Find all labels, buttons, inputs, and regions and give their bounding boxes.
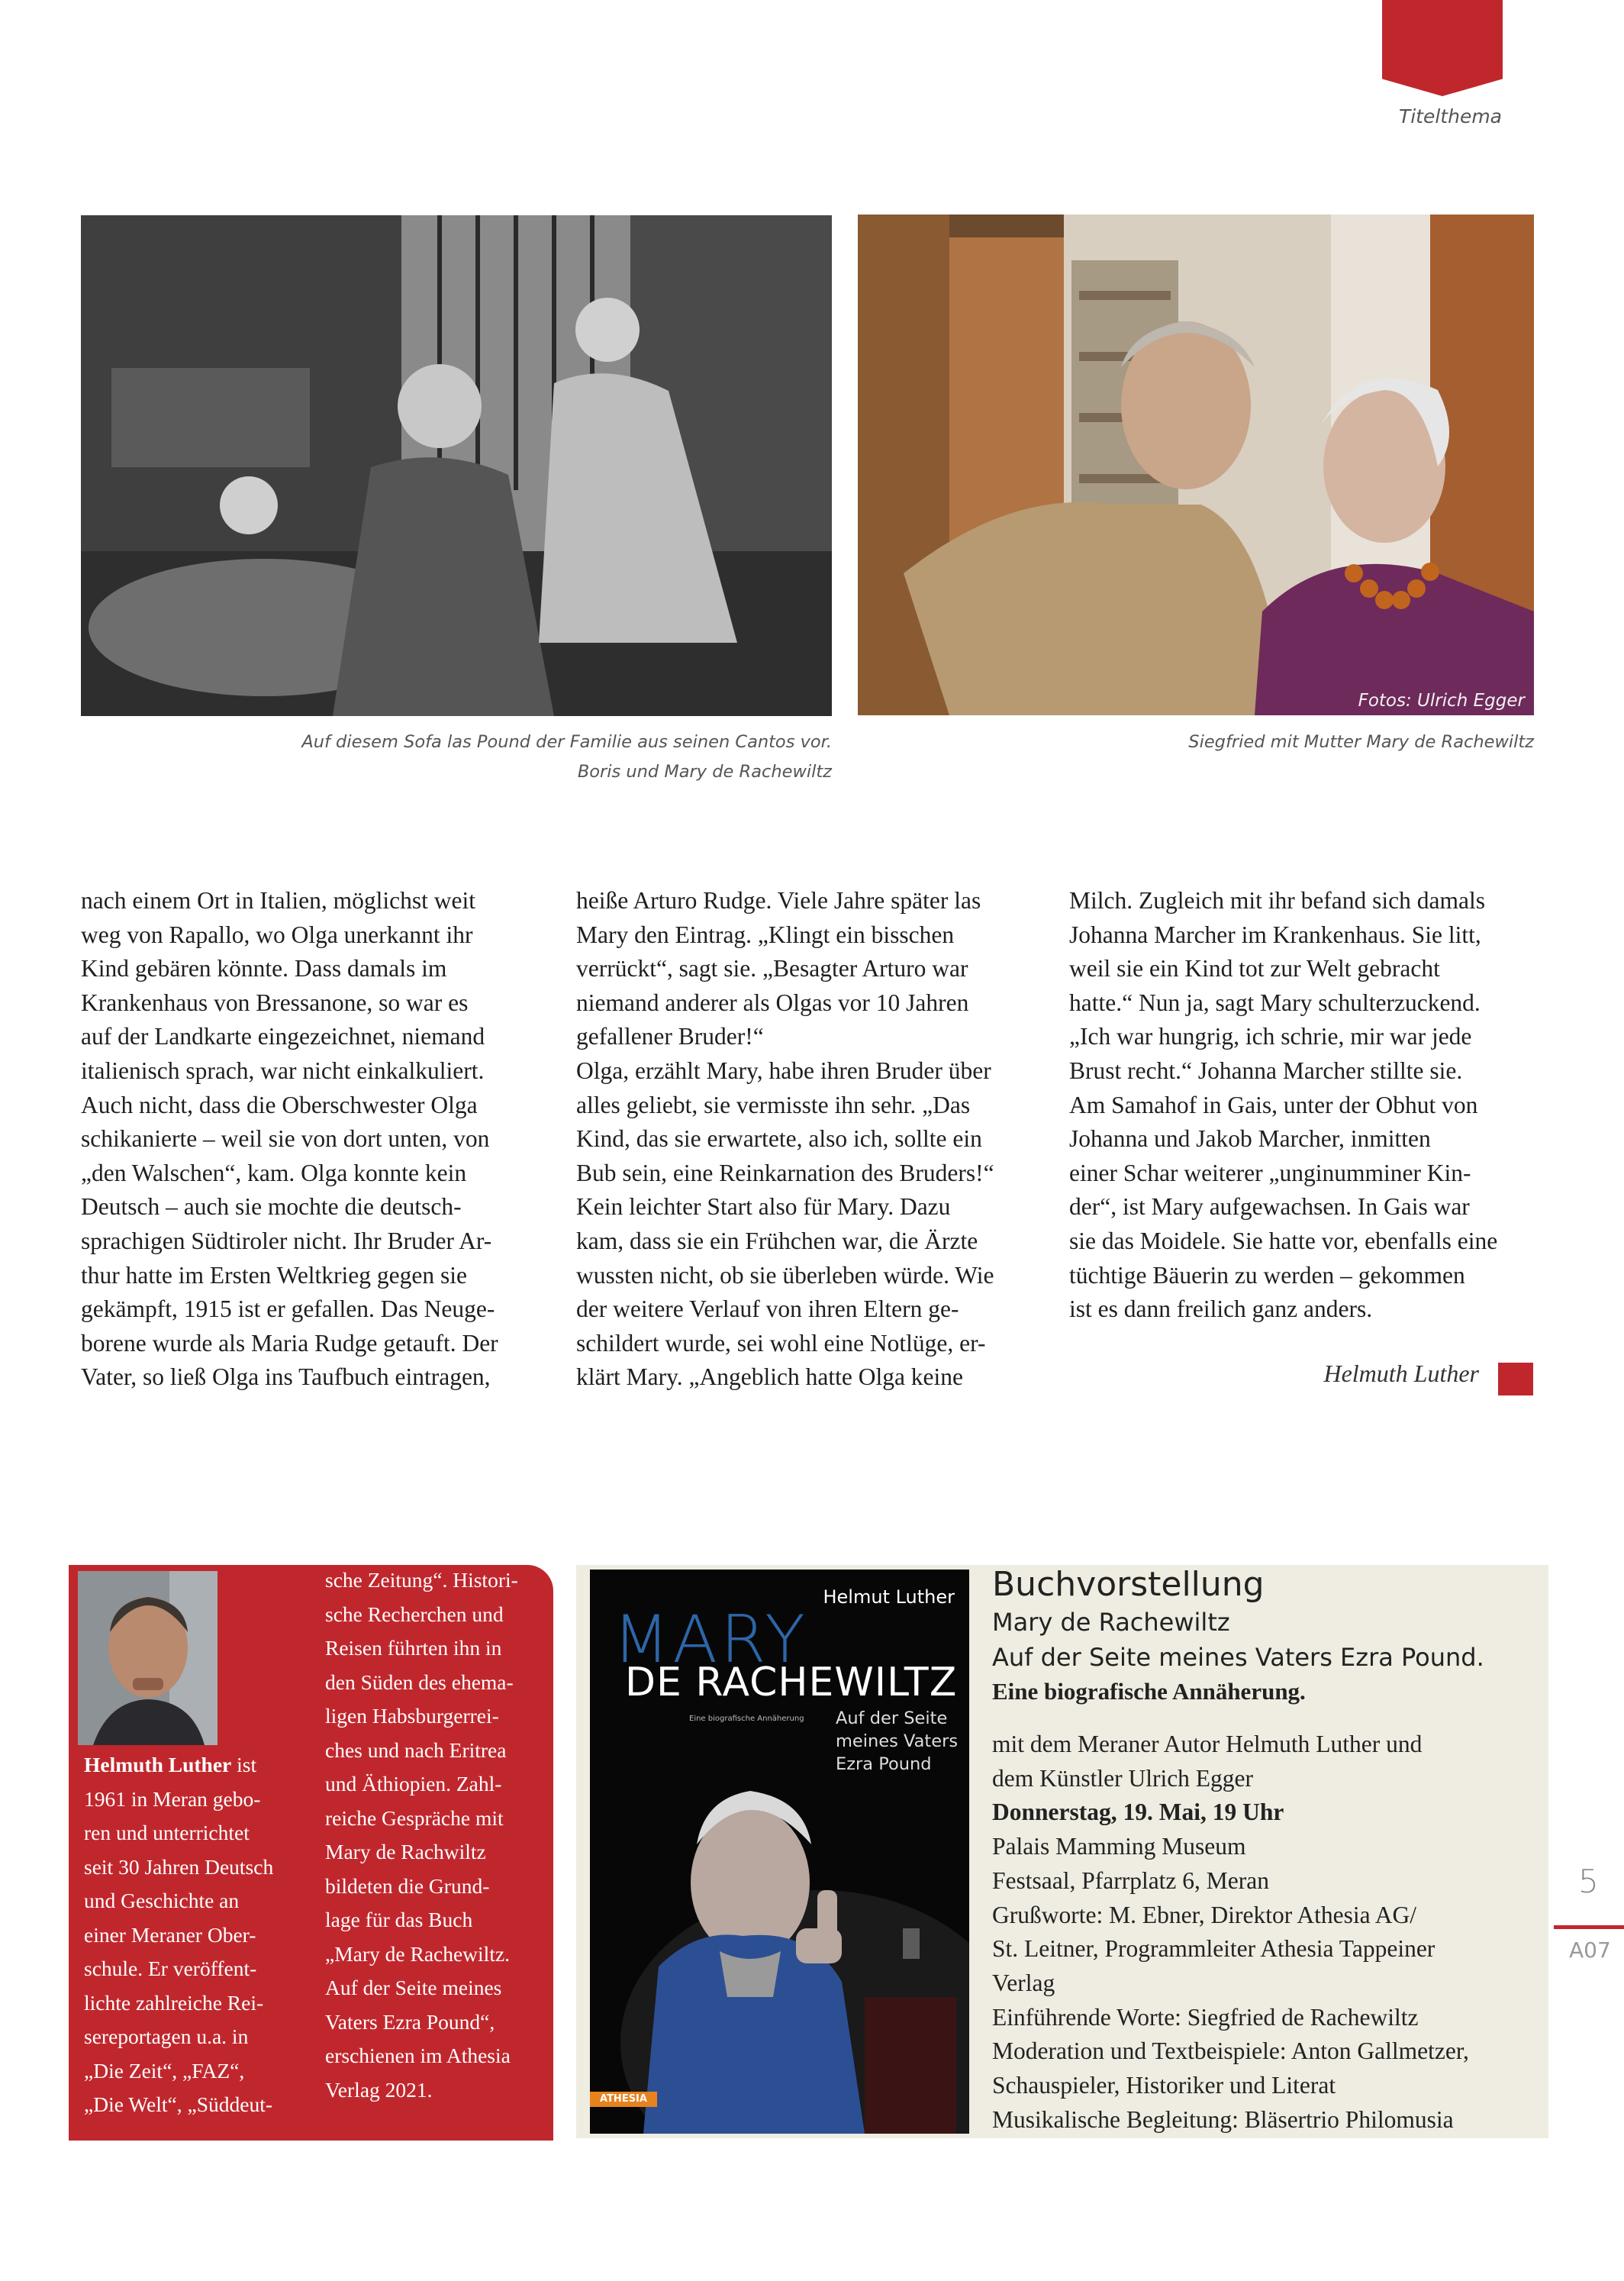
article-line: Johanna Marcher im Krankenhaus. Sie litt, — [1069, 921, 1481, 948]
author-bio-line: 1961 in Meran gebo- — [84, 1786, 261, 1811]
author-bio-line: Mary de Rachwiltz — [325, 1840, 486, 1863]
page-number: 5 — [1578, 1863, 1599, 1900]
photo-siegfried-mary — [858, 215, 1534, 715]
article-column-3 — [1069, 884, 1535, 1327]
article-line: Bub sein, eine Reinkarnation des Bruders!“ — [576, 1159, 994, 1186]
event-detail: Festsaal, Pfarrplatz 6, Meran — [992, 1866, 1270, 1894]
author-bio-line: und Äthiopien. Zahl- — [325, 1772, 502, 1795]
author-portrait — [78, 1571, 218, 1745]
author-name-suffix: ist — [231, 1753, 257, 1776]
section-ribbon — [1382, 0, 1503, 96]
author-bio-line: lage für das Buch — [325, 1908, 473, 1931]
article-line: Krankenhaus von Bressanone, so war es — [81, 989, 469, 1016]
article-line: auf der Landkarte eingezeichnet, niemand — [81, 1023, 485, 1050]
article-line: Kind, das sie erwartete, also ich, sollte ein — [576, 1125, 982, 1153]
article-line: ist es dann freilich ganz anders. — [1069, 1295, 1373, 1323]
article-line: wussten nicht, ob sie überleben würde. Wie — [576, 1261, 994, 1289]
author-bio-line: den Süden des ehema- — [325, 1670, 514, 1694]
article-line: Kein leichter Start also für Mary. Dazu — [576, 1193, 951, 1221]
article-line: „Ich war hungrig, ich schrie, mir war jede — [1069, 1023, 1472, 1050]
event-detail: Verlag — [992, 1969, 1055, 1996]
article-line: Milch. Zugleich mit ihr befand sich damals — [1069, 887, 1485, 914]
author-bio-line: „Die Welt“, „Süddeut- — [84, 2092, 272, 2116]
article-column-2 — [576, 884, 1042, 1395]
cover-author: Helmut Luther — [823, 1586, 955, 1608]
cover-publisher-logo: ATHESIA — [590, 2092, 657, 2107]
caption-left-line2: Boris und Mary de Rachewiltz — [577, 762, 832, 782]
caption-left-line1: Auf diesem Sofa las Pound der Familie aus seinen Cantos vor. — [301, 732, 832, 752]
article-line: weg von Rapallo, wo Olga unerkannt ihr — [81, 921, 473, 948]
author-bio-line: erschienen im Athesia — [325, 2044, 511, 2067]
author-bio-first-line — [84, 1748, 313, 1783]
event-detail: Grußworte: M. Ebner, Direktor Athesia AG/ — [992, 1901, 1417, 1928]
caption-right-line1: Siegfried mit Mutter Mary de Rachewiltz — [1188, 732, 1534, 752]
article-line: borene wurde als Maria Rudge getauft. Der — [81, 1329, 498, 1357]
photo-credit: Fotos: Ulrich Egger — [1358, 691, 1525, 711]
article-line: hatte.“ Nun ja, sagt Mary schulterzuckend. — [1069, 989, 1481, 1016]
author-bio-left-lines — [84, 1783, 313, 2122]
event-detail: Moderation und Textbeispiele: Anton Gallmetzer, — [992, 2037, 1469, 2065]
author-bio-line: „Mary de Rachewiltz. — [325, 1941, 511, 1966]
book-event-heading: Buchvorstellung — [992, 1565, 1265, 1604]
article-line: thur hatte im Ersten Weltkrieg gegen sie — [81, 1261, 467, 1289]
author-bio-line: Verlag 2021. — [325, 2077, 433, 2102]
event-date-text: Donnerstag, 19. Mai, 19 Uhr — [992, 1799, 1284, 1826]
author-name: Helmuth Luther — [84, 1753, 232, 1776]
caption-right — [858, 728, 1534, 757]
author-bio-right — [325, 1563, 546, 2107]
author-bio-line: lichte zahlreiche Rei- — [84, 1990, 264, 2015]
article-line: Auch nicht, dass die Oberschwester Olga — [81, 1091, 478, 1118]
article-line: sprachigen Südtiroler nicht. Ihr Bruder Ar- — [81, 1227, 492, 1254]
cover-subtitle-line: Ezra Pound — [836, 1754, 932, 1774]
photo-sofa-family — [81, 215, 832, 716]
article-line: Brust recht.“ Johanna Marcher stillte sie. — [1069, 1057, 1463, 1084]
event-line: dem Künstler Ulrich Egger — [992, 1764, 1254, 1792]
article-line: italienisch sprach, war nicht einkalkuliert. — [81, 1057, 485, 1084]
article-line: einer Schar weiterer „unginumminer Kin- — [1069, 1159, 1471, 1186]
cover-title-line2: DE RACHEWILTZ — [625, 1660, 958, 1705]
article-column-1 — [81, 884, 546, 1395]
author-bio-line: sche Recherchen und — [325, 1602, 504, 1626]
article-line: klärt Mary. „Angeblich hatte Olga keine — [576, 1363, 964, 1391]
article-line: heiße Arturo Rudge. Viele Jahre später las — [576, 887, 981, 914]
article-line: Am Samahof in Gais, unter der Obhut von — [1069, 1091, 1478, 1118]
author-bio-line: sereportagen u.a. in — [84, 2025, 249, 2048]
event-detail: Einführende Worte: Siegfried de Rachewiltz — [992, 2003, 1419, 2031]
author-bio-line: Reisen führten ihn in — [325, 1636, 502, 1660]
author-bio-line: seit 30 Jahren Deutsch — [84, 1854, 274, 1879]
book-event-subtitle-3: Eine biografische Annäherung. — [992, 1678, 1306, 1705]
event-date — [992, 1795, 1469, 1830]
author-bio-line: Vaters Ezra Pound“, — [325, 2009, 495, 2034]
cover-subtitle-line: meines Vaters — [836, 1731, 959, 1751]
author-bio-line: „Die Zeit“, „FAZ“, — [84, 2058, 245, 2083]
book-event-details — [992, 1728, 1469, 2137]
article-line: der“, ist Mary aufgewachsen. In Gais war — [1069, 1193, 1470, 1221]
article-line: tüchtige Bäuerin zu werden – gekommen — [1069, 1261, 1465, 1289]
author-bio-line: und Geschichte an — [84, 1889, 240, 1912]
author-bio-line: ren und unterrichtet — [84, 1821, 250, 1844]
author-bio-line: sche Zeitung“. Histori- — [325, 1568, 518, 1592]
article-end-mark — [1498, 1363, 1533, 1395]
author-bio-line: ligen Habsburgerrei- — [325, 1704, 499, 1728]
article-line: kam, dass sie ein Frühchen war, die Ärzte — [576, 1227, 978, 1254]
author-bio-left — [84, 1748, 313, 2122]
cover-subtitle-line: Auf der Seite — [836, 1708, 948, 1728]
article-line: gekämpft, 1915 ist er gefallen. Das Neuge- — [81, 1295, 495, 1323]
author-info-box — [69, 1565, 553, 2141]
article-line: Mary den Eintrag. „Klingt ein bisschen — [576, 921, 955, 948]
article-line: schikanierte – weil sie von dort unten, von — [81, 1125, 490, 1153]
article-line: der weitere Verlauf von ihren Eltern ge- — [576, 1295, 959, 1323]
cover-title-line1: MARY — [613, 1602, 808, 1678]
section-label: Titelthema — [1398, 105, 1502, 127]
article-line: verrückt“, sagt sie. „Besagter Arturo war — [576, 955, 968, 982]
event-detail: Schauspieler, Historiker und Literat — [992, 2072, 1336, 2099]
book-event-subtitle-1: Mary de Rachewiltz — [992, 1608, 1230, 1637]
article-line: „den Walschen“, kam. Olga konnte kein — [81, 1159, 467, 1186]
article-line: weil sie ein Kind tot zur Welt gebracht — [1069, 955, 1440, 982]
article-line: alles geliebt, sie vermisste ihn sehr. „Das — [576, 1091, 971, 1118]
page-number-rule — [1554, 1925, 1624, 1929]
article-line: Olga, erzählt Mary, habe ihren Bruder über — [576, 1057, 991, 1084]
cover-subtitle — [836, 1707, 965, 1776]
article-line: schildert wurde, sei wohl eine Notlüge, er- — [576, 1329, 986, 1357]
article-line: Vater, so ließ Olga ins Taufbuch eintragen, — [81, 1363, 491, 1391]
article-line: sie das Moidele. Sie hatte vor, ebenfalls eine — [1069, 1227, 1498, 1254]
article-line: niemand anderer als Olgas vor 10 Jahren — [576, 989, 969, 1016]
event-detail: Palais Mamming Museum — [992, 1833, 1246, 1860]
event-line: mit dem Meraner Autor Helmuth Luther und — [992, 1731, 1423, 1757]
event-detail: Musikalische Begleitung: Bläsertrio Philomusia — [992, 2105, 1454, 2133]
article-line: Kind gebären könnte. Dass damals im — [81, 955, 447, 982]
author-bio-line: reiche Gespräche mit — [325, 1805, 504, 1830]
cover-small-subtitle: Eine biografische Annäherung — [689, 1715, 804, 1723]
author-bio-line: einer Meraner Ober- — [84, 1922, 256, 1947]
article-line: gefallener Bruder!“ — [576, 1023, 764, 1050]
caption-left — [81, 728, 832, 787]
author-bio-line: Auf der Seite meines — [325, 1976, 502, 1999]
event-detail: St. Leitner, Programmleiter Athesia Tappeiner — [992, 1935, 1436, 1963]
book-event-subtitle-2: Auf der Seite meines Vaters Ezra Pound. — [992, 1643, 1484, 1672]
article-line: Deutsch – auch sie mochte die deutsch- — [81, 1193, 462, 1221]
article-byline: Helmuth Luther — [1323, 1360, 1479, 1387]
author-bio-line: bildeten die Grund- — [325, 1873, 490, 1898]
article-line: nach einem Ort in Italien, möglichst weit — [81, 887, 475, 914]
article-line: Johanna und Jakob Marcher, inmitten — [1069, 1125, 1431, 1153]
author-bio-line: schule. Er veröffent- — [84, 1957, 257, 1980]
author-bio-line: ches und nach Eritrea — [325, 1737, 507, 1762]
page-code: A07 — [1569, 1937, 1611, 1963]
book-cover — [590, 1570, 969, 2134]
